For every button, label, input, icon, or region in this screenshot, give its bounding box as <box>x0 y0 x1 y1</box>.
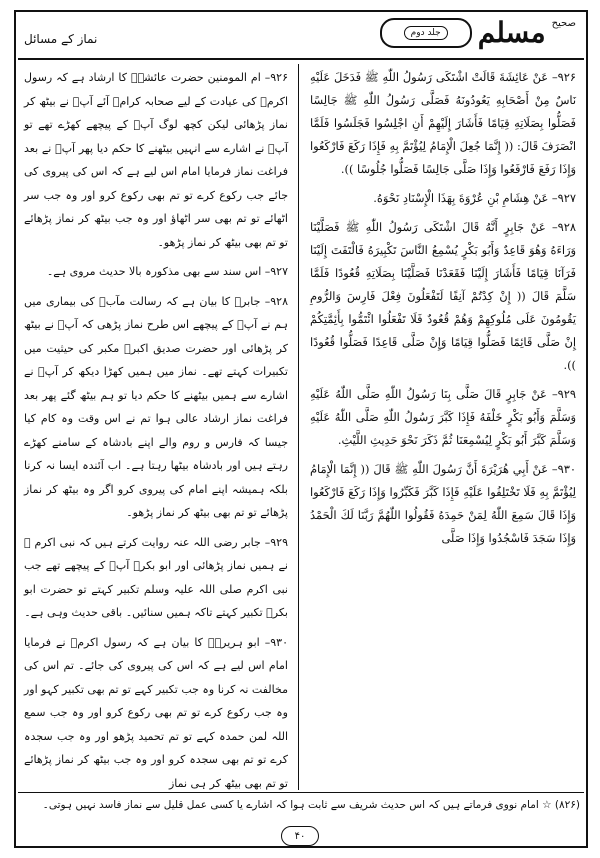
arabic-hadith-930: ۹۳۰– عَنْ أَبِي هُرَيْرَةَ أَنَّ رَسُولَ اللّٰهِ ﷺ قَالَ (( إِنَّمَا الْإِمَامُ لِيُؤْتَمَّ بِهِ فَلَا تَخْتَلِفُوا عَلَيْهِ فَإِذَا كَبَّرَ فَكَبِّرُوا وَإِذَا رَكَعَ فَارْكَعُوا وَإِذَا قَالَ سَمِعَ اللّٰهُ لِمَنْ حَمِدَهُ فَقُولُوا اللّٰهُمَّ رَبَّنَا لَكَ الْحَمْدُ وَإِذَا سَجَدَ فَاسْجُدُوا وَإِذَا صَلَّى <box>310 462 576 545</box>
book-title-block <box>380 16 576 50</box>
arabic-hadith-926: ۹۲۶– عَنْ عَائِشَةَ قَالَتْ اشْتَكَى رَسُولُ اللّٰهِ ﷺ فَدَخَلَ عَلَيْهِ نَاسٌ مِنْ أَصْحَابِهِ يَعُودُونَهُ فَصَلَّى رَسُولُ اللّٰهِ ﷺ جَالِسًا فَصَلُّوا بِصَلَاتِهِ قِيَامًا فَأَشَارَ إِلَيْهِمْ أَنِ اجْلِسُوا فَجَلَسُوا فَلَمَّا انْصَرَفَ قَالَ: (( إِنَّمَا جُعِلَ الْإِمَامُ لِيُؤْتَمَّ بِهِ فَإِذَا رَكَعَ فَارْكَعُوا وَإِذَا رَفَعَ فَارْفَعُوا وَإِذَا صَلَّى جَالِسًا فَصَلُّوا جُلُوسًا )). <box>310 70 576 176</box>
book-title: مسلم <box>477 16 546 49</box>
section-title: نماز کے مسائل <box>24 32 98 46</box>
urdu-hadith-929: ۹۲۹– جابر رضی اللہ عنہ روایت کرتے ہیں کہ نبی اکرم ﷺ نے ہمیں نماز پڑھائی اور ابو بکرؓ آپؐ کے پیچھے تھے جب نبی اکرم صلی اللہ علیہ وسلم تکبیر کہتے تو حضرت ابو بکرؓ تکبیر کہتے تاکہ ہمیں سنائیں۔ باقی حدیث وہی ہے۔ <box>24 535 288 619</box>
page-number: ۴۰ <box>281 826 319 846</box>
urdu-column <box>20 64 290 790</box>
urdu-hadith-927: ۹۲۷– اس سند سے بھی مذکورہ بالا حدیث مروی ہے۔ <box>46 265 288 278</box>
urdu-hadith-930: ۹۳۰– ابو ہریرہؓ کا بیان ہے کہ رسول اکرمؐ نے فرمایا امام اس لیے ہے کہ اس کی پیروی کی جائے۔ تم اس کی مخالفت نہ کرنا وہ جب تکبیر کہے تو تم بھی تکبیر کہو اور وہ جب رکوع کرے تو تم بھی رکوع کرو اور وہ جب سمع اللہ لمن حمدہ کہے تو تم تحمید پڑھو اور وہ جب سجدہ کرے تو تم بھی سجدہ کرو اور وہ جب بیٹھ کر نماز پڑھائے تو تم بھی بیٹھ کر ہی نماز <box>24 635 288 790</box>
footnote: (۸۲۶) ☆ امام نووی فرماتے ہیں کہ اس حدیث شریف سے ثابت ہوا کہ اشارے یا کسی عمل قلیل سے نماز فاسد نہیں ہوتی۔ <box>42 799 580 811</box>
arabic-hadith-927: ۹۲۷– عَنْ هِشَامِ بْنِ عُرْوَةَ بِهَذَا الْإِسْنَادِ نَحْوَهُ. <box>373 191 576 205</box>
footnote-rule <box>18 792 584 793</box>
page-footer <box>0 826 600 846</box>
arabic-column <box>308 64 580 790</box>
arabic-hadith-929: ۹۲۹– عَنْ جَابِرٍ قَالَ صَلَّى بِنَا رَسُولُ اللّٰهِ صَلَّى اللّٰهُ عَلَيْهِ وَسَلَّمَ وَأَبُو بَكْرٍ خَلْفَهُ فَإِذَا كَبَّرَ رَسُولُ اللّٰهِ صَلَّى اللّٰهُ عَلَيْهِ وَسَلَّمَ كَبَّرَ أَبُو بَكْرٍ لِيُسْمِعَنَا ثُمَّ ذَكَرَ نَحْوَ حَدِيثِ اللَّيْثِ. <box>310 387 576 447</box>
urdu-hadith-926: ۹۲۶– ام المومنین حضرت عائشہؓ کا ارشاد ہے کہ رسول اکرمؐ کی عیادت کے لیے صحابہ کرامؓ آئے آپؐ نے بیٹھ کر نماز پڑھائی لیکن کچھ لوگ آپؐ کے پیچھے کھڑے تھے تو آپؐ نے اشارے سے انہیں بیٹھنے کا حکم دیا پھر آپؐ نے بعد فراغت نماز فرمایا امام اس لیے ہے کہ اس کی پیروی کی جائے جب رکوع کرے تو تم بھی رکوع کرو اور وہ جب سر اٹھائے تو تم بھی سر اٹھاؤ اور وہ جب بیٹھ کر نماز پڑھائے تو تم بھی بیٹھ کر نماز پڑھو۔ <box>24 71 288 249</box>
column-divider <box>298 64 299 790</box>
volume-label: جلد دوم <box>404 26 448 40</box>
page-header <box>18 14 584 60</box>
arabic-hadith-928: ۹۲۸– عَنْ جَابِرٍ أَنَّهُ قَالَ اشْتَكَى رَسُولُ اللّٰهِ ﷺ فَصَلَّيْنَا وَرَاءَهُ وَهُوَ قَاعِدٌ وَأَبُو بَكْرٍ يُسْمِعُ النَّاسَ تَكْبِيرَهُ فَالْتَفَتَ إِلَيْنَا فَرَآنَا قِيَامًا فَأَشَارَ إِلَيْنَا فَقَعَدْنَا فَصَلَّيْنَا بِصَلَاتِهِ قُعُودًا فَلَمَّا سَلَّمَ قَالَ (( إِنْ كِدْتُمْ آنِفًا لَتَفْعَلُونَ فِعْلَ فَارِسَ وَالرُّومِ يَقُومُونَ عَلَى مُلُوكِهِمْ وَهُمْ قُعُودٌ فَلَا تَفْعَلُوا ائْتَمُّوا بِأَئِمَّتِكُمْ إِنْ صَلَّى قَائِمًا فَصَلُّوا قِيَامًا وَإِنْ صَلَّى قَاعِدًا فَصَلُّوا قُعُودًا )). <box>310 220 576 372</box>
volume-cartouche <box>380 18 472 48</box>
book-prefix: صحیح <box>551 17 576 29</box>
urdu-hadith-928: ۹۲۸– جابرؓ کا بیان ہے کہ رسالت مآبؐ کی بیماری میں ہم نے آپؐ کے پیچھے اس طرح نماز پڑھی کہ آپؐ نے بیٹھ کر پڑھائی اور حضرت صدیق اکبرؓ مکبر کی حیثیت میں تکبیرات کہتے تھے۔ نماز میں ہمیں کھڑا دیکھ کر آپؐ نے اشارے سے ہمیں بیٹھنے کا حکم دیا تو ہم بیٹھ گئے پھر بعد فراغت نماز ارشاد عالی ہوا تم نے اس وقت وہ کام کیا جیسا کہ فارس و روم والے اپنے بادشاہ کے سامنے کھڑے رہتے ہیں اور بادشاہ بیٹھا رہتا ہے۔ اب آئندہ ایسا نہ کرنا بلکہ ہمیشہ اپنے امام کی پیروی کرو اگر وہ بیٹھ کر نماز پڑھائے تو تم بھی بیٹھ کر نماز پڑھو۔ <box>24 294 288 519</box>
